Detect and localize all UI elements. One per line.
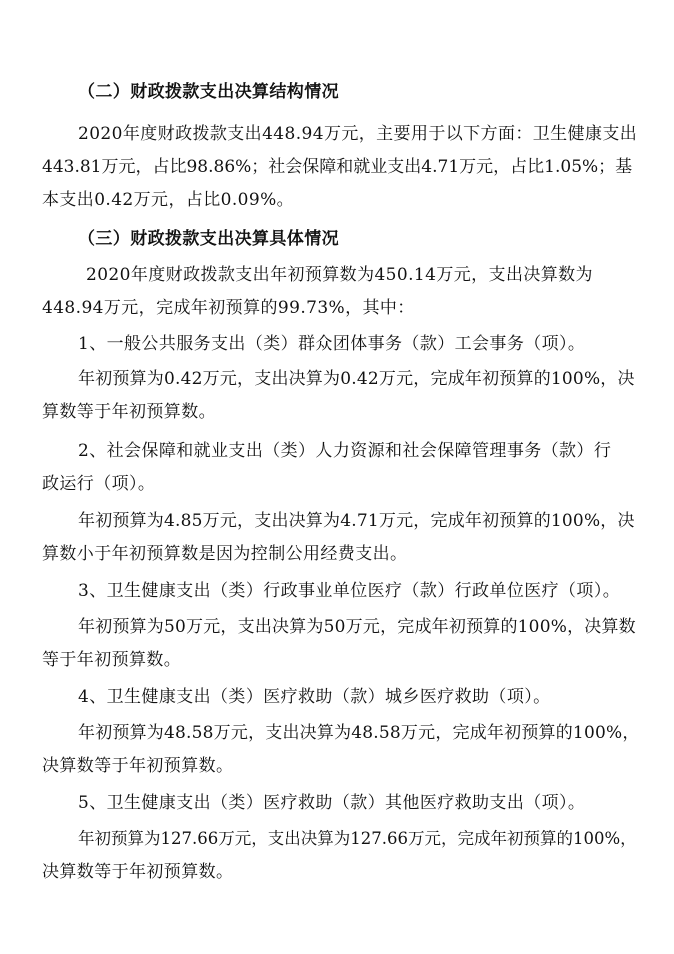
item-3-detail-line: 年初预算为50万元，支出决算为50万元，完成年初预算的100%，决算数 <box>78 617 636 637</box>
item-4-detail-line: 年初预算为48.58万元，支出决算为48.58万元，完成年初预算的100%， <box>78 723 640 743</box>
item-2-title-line: 政运行（项）。 <box>42 474 156 494</box>
item-1-detail-line: 算数等于年初预算数。 <box>42 402 216 422</box>
item-5-title: 5、卫生健康支出（类）医疗救助（款）其他医疗救助支出（项）。 <box>78 793 586 813</box>
section3-heading: （三）财政拨款支出决算具体情况 <box>78 229 339 249</box>
section2-para-line: 443.81万元，占比98.86%；社会保障和就业支出4.71万元，占比1.05%；基 <box>42 157 633 177</box>
section2-para-line: 2020年度财政拨款支出448.94万元，主要用于以下方面：卫生健康支出 <box>78 124 638 144</box>
item-1-detail-line: 年初预算为0.42万元，支出决算为0.42万元，完成年初预算的100%，决 <box>78 369 635 389</box>
item-3-detail-line: 等于年初预算数。 <box>42 650 182 670</box>
item-2-detail-line: 年初预算为4.85万元，支出决算为4.71万元，完成年初预算的100%，决 <box>78 511 635 531</box>
item-5-detail-line: 决算数等于年初预算数。 <box>42 862 234 882</box>
item-1-title: 1、一般公共服务支出（类）群众团体事务（款）工会事务（项）。 <box>78 334 586 354</box>
item-2-detail-line: 算数小于年初预算数是因为控制公用经费支出。 <box>42 544 408 564</box>
item-3-title: 3、卫生健康支出（类）行政事业单位医疗（款）行政单位医疗（项）。 <box>78 581 621 601</box>
section2-heading: （二）财政拨款支出决算结构情况 <box>78 82 339 102</box>
item-4-title: 4、卫生健康支出（类）医疗救助（款）城乡医疗救助（项）。 <box>78 687 551 707</box>
item-4-detail-line: 决算数等于年初预算数。 <box>42 756 234 776</box>
section3-intro-line: 448.94万元，完成年初预算的99.73%，其中： <box>42 298 415 318</box>
item-2-title-line: 2、社会保障和就业支出（类）人力资源和社会保障管理事务（款）行 <box>78 441 612 461</box>
item-5-detail-line: 年初预算为127.66万元，支出决算为127.66万元，完成年初预算的100%， <box>78 829 637 848</box>
section2-para-line: 本支出0.42万元，占比0.09%。 <box>42 190 295 210</box>
section3-intro-line: 2020年度财政拨款支出年初预算数为450.14万元，支出决算数为 <box>86 265 593 285</box>
